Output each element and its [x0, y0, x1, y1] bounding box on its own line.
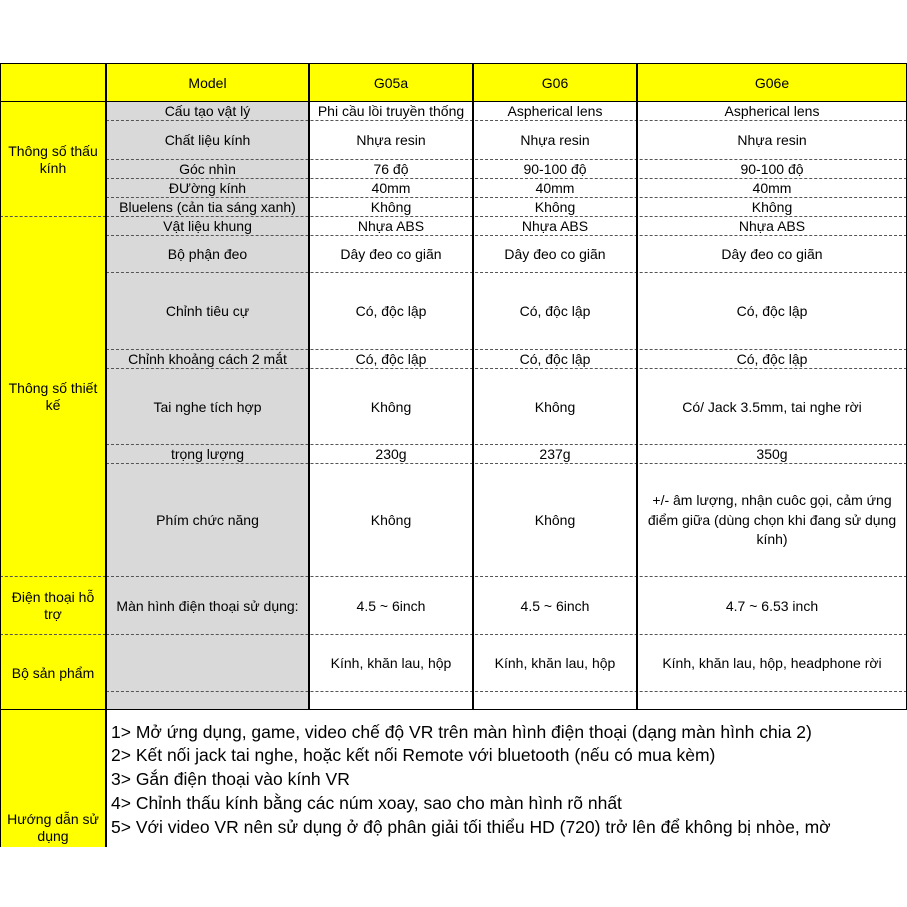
cell-g06: Kính, khăn lau, hộp — [494, 655, 616, 671]
row-label: Bộ phận đeo — [167, 246, 248, 262]
grid-line — [0, 63, 1, 847]
row-label: Chỉnh tiêu cự — [165, 303, 250, 319]
cell-g06e: Có, độc lập — [736, 351, 808, 367]
cell-g05a: Nhựa resin — [356, 132, 426, 148]
grid-line — [106, 235, 907, 236]
cell-g06: 90-100 độ — [523, 161, 587, 177]
guide-line: 5> Với video VR nên sử dụng ở độ phân giải tối thiểu HD (720) trở lên để không bị nhòe, mờ — [111, 817, 831, 837]
grid-line — [106, 120, 907, 121]
cell-g06: Không — [534, 398, 576, 415]
guide-line: 4> Chỉnh thấu kính bằng các núm xoay, sao cho màn hình rõ nhất — [111, 793, 622, 813]
grid-line — [106, 463, 907, 464]
row-label: Vật liệu khung — [163, 218, 252, 234]
row-label: Chỉnh khoảng cách 2 mắt — [128, 351, 287, 367]
row-label: Chất liệu kính — [164, 132, 251, 148]
cell-g06e: Aspherical lens — [724, 103, 820, 119]
cell-g06e: 90-100 độ — [740, 161, 804, 177]
cell-g05a: Không — [370, 199, 412, 215]
cell-g05a: 40mm — [371, 180, 411, 196]
cell-g06: Nhựa ABS — [521, 218, 589, 234]
grid-line — [0, 709, 907, 710]
cell-g06: Không — [534, 199, 576, 215]
cell-g06: Nhựa resin — [520, 132, 590, 148]
row-label — [106, 635, 309, 692]
cell-g05a: Kính, khăn lau, hộp — [330, 655, 452, 671]
cell-g05a: Nhựa ABS — [357, 218, 425, 234]
cell-g05a: Có, độc lập — [355, 351, 427, 367]
grid-line — [0, 63, 907, 64]
grid-line — [106, 349, 907, 350]
cell-g06e: Nhựa ABS — [738, 218, 806, 234]
section-design: Thông số thiết kế — [8, 380, 98, 413]
header-g06e: G06e — [754, 74, 790, 91]
grid-line — [0, 576, 106, 577]
cell-g06e: 40mm — [752, 180, 792, 196]
cell-g06e: 350g — [756, 446, 788, 462]
row-label: trọng lượng — [170, 446, 245, 462]
cell-g06e: Có, độc lập — [736, 303, 808, 319]
grid-line — [106, 444, 907, 445]
guide-line: 1> Mở ứng dụng, game, video chế độ VR trên màn hình điện thoại (dạng màn hình chia 2) — [111, 722, 812, 742]
grid-line — [106, 216, 907, 217]
grid-line — [636, 63, 638, 710]
grid-line — [106, 634, 907, 635]
grid-line — [106, 159, 907, 160]
cell-g06: Dây đeo co giãn — [504, 246, 606, 262]
cell-g06e: +/- âm lượng, nhận cuôc gọi, cảm ứng điểm giữa (dùng chọn khi đang sử dụng kính) — [647, 492, 897, 548]
grid-line — [105, 63, 107, 847]
header-g06: G06 — [541, 74, 569, 91]
cell-g06e: Kính, khăn lau, hộp, headphone rời — [662, 655, 882, 671]
cell-g06e: Không — [751, 199, 793, 215]
row-label: ĐƯờng kính — [168, 180, 247, 196]
cell-g06: Aspherical lens — [507, 103, 603, 119]
cell-g05a: 230g — [375, 446, 407, 462]
grid-line — [106, 178, 907, 179]
grid-line — [0, 216, 106, 217]
cell-g06e: 4.7 ~ 6.53 inch — [725, 597, 819, 614]
grid-line — [308, 63, 310, 710]
grid-line — [106, 691, 907, 692]
guide-line: 3> Gắn điện thoại vào kính VR — [111, 769, 350, 789]
cell-g06: 237g — [539, 446, 571, 462]
grid-line — [472, 63, 474, 710]
cell-g06: 40mm — [535, 180, 575, 196]
cell-g05a: Có, độc lập — [355, 303, 427, 319]
cell-g05a: Không — [370, 398, 412, 415]
header-g05a: G05a — [373, 74, 409, 91]
cell-g05a: 4.5 ~ 6inch — [356, 597, 426, 614]
row-label: Góc nhìn — [179, 161, 236, 177]
section-phone: Điện thoại hỗ trợ — [11, 589, 95, 622]
row-label: Tai nghe tích hợp — [153, 398, 262, 415]
guide-line: 2> Kết nối jack tai nghe, hoặc kết nối Remote với bluetooth (nếu có mua kèm) — [111, 745, 716, 765]
grid-line — [0, 634, 106, 635]
row-label: Cấu tạo vật lý — [164, 103, 251, 119]
cell-g06e: Dây đeo co giãn — [721, 246, 823, 262]
grid-line — [106, 368, 907, 369]
cell-g06e: Có/ Jack 3.5mm, tai nghe rời — [682, 398, 862, 415]
row-label: Phím chức năng — [156, 512, 259, 528]
cell-g06: Có, độc lập — [519, 351, 591, 367]
section-package: Bộ sản phẩm — [11, 664, 95, 681]
row-label: Màn hình điện thoại sử dụng: — [116, 597, 299, 614]
section-guide: Hướng dẫn sử dụng — [7, 811, 99, 844]
cell-g06e: Nhựa resin — [737, 132, 807, 148]
cell-g06: 4.5 ~ 6inch — [520, 597, 590, 614]
grid-line — [106, 576, 907, 577]
header-model: Model — [188, 74, 227, 91]
cell-g05a: Không — [370, 512, 412, 528]
cell-g05a: Phi cầu lồi truyền thống — [317, 103, 465, 119]
grid-line — [106, 272, 907, 273]
cell-g05a: 76 độ — [373, 161, 409, 177]
cell-g06: Không — [534, 512, 576, 528]
section-lens: Thông số thấu kính — [8, 142, 98, 176]
cell-g06: Có, độc lập — [519, 303, 591, 319]
cell-g05a: Dây đeo co giãn — [340, 246, 442, 262]
grid-line — [0, 101, 907, 102]
row-label: Bluelens (cản tia sáng xanh) — [119, 199, 296, 215]
grid-line — [106, 197, 907, 198]
